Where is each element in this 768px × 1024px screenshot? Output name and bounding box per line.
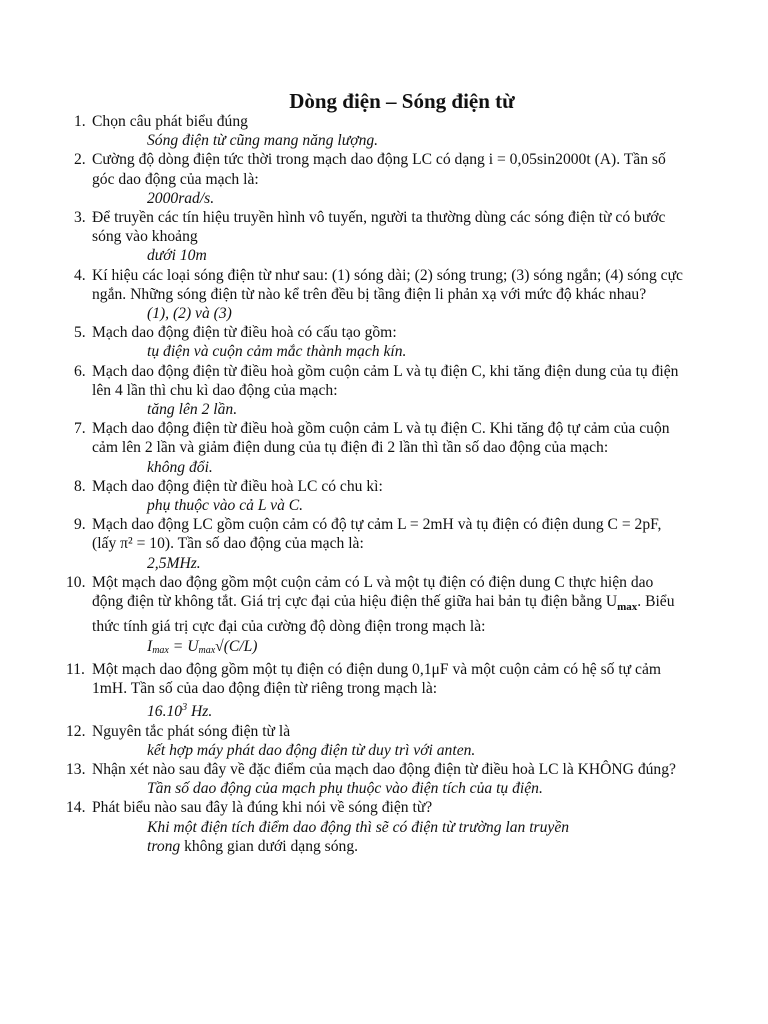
question-list	[66, 112, 684, 856]
question-2	[74, 150, 684, 208]
question-number: 7.	[74, 420, 86, 438]
question-text: Cường độ dòng điện tức thời trong mạch dao động LC có dạng i = 0,05sin2000t (A). Tần số góc dao động của mạch là:	[92, 151, 666, 188]
question-text: Phát biểu nào sau đây là đúng khi nói về sóng điện từ?	[92, 799, 433, 817]
answer-line	[147, 837, 684, 856]
question-11	[66, 660, 684, 722]
question-text: Mạch dao động điện từ điều hoà gồm cuộn cảm L và tụ điện C. Khi tăng độ tự cảm của cuộn cảm lên 2 lần và giảm điện dung của tụ điện đi 2 lần thì tần số dao động của mạch:	[92, 420, 670, 457]
question-7	[74, 419, 684, 477]
answer-text: không đổi.	[147, 458, 213, 476]
question-14	[66, 798, 684, 856]
question-number: 12.	[66, 722, 86, 740]
question-4	[74, 266, 684, 324]
question-text: Nguyên tắc phát sóng điện từ là	[92, 722, 291, 740]
question-text: Chọn câu phát biểu đúng	[92, 113, 248, 130]
question-number: 1.	[74, 113, 86, 130]
question-5	[74, 323, 684, 361]
answer-text	[92, 818, 684, 856]
answer-part: 16.10	[147, 703, 183, 721]
question-text: Kí hiệu các loại sóng điện từ như sau: (1) sóng dài; (2) sóng trung; (3) sóng ngắn; (4) sóng cực ngắn. Những sóng điện từ nào kể trên đều bị tầng điện li phản xạ với mức độ khác nhau?	[92, 266, 683, 303]
question-text: Mạch dao động điện từ điều hoà có cấu tạo gồm:	[92, 324, 397, 342]
answer-text: tăng lên 2 lần.	[147, 401, 238, 419]
question-number: 3.	[74, 209, 86, 227]
answer-text: phụ thuộc vào cả L và C.	[147, 497, 304, 515]
question-number: 6.	[74, 362, 86, 380]
answer-text: Tần số dao động của mạch phụ thuộc vào điện tích của tụ điện.	[147, 780, 543, 798]
question-number: 2.	[74, 151, 86, 169]
answer-text: tụ điện và cuộn cảm mắc thành mạch kín.	[147, 343, 407, 361]
question-3	[74, 208, 684, 266]
question-13	[66, 760, 684, 798]
question-text: Để truyền các tín hiệu truyền hình vô tuyến, người ta thường dùng các sóng điện từ có bước sóng vào khoảng	[92, 209, 666, 246]
question-number: 11.	[66, 660, 85, 678]
answer-part: = U	[168, 637, 199, 655]
question-8	[74, 477, 684, 515]
answer-part: √(C/L)	[215, 637, 258, 655]
subscript-max: max	[198, 644, 216, 656]
question-text	[92, 573, 684, 637]
answer-part: I	[147, 637, 153, 655]
question-10	[66, 573, 684, 660]
question-number: 10.	[66, 573, 86, 591]
subscript-max: max	[617, 601, 638, 614]
question-text: Nhận xét nào sau đây về đặc điểm của mạch dao động điện từ điều hoà LC là KHÔNG đúng?	[92, 761, 676, 778]
subscript-max: max	[152, 644, 169, 656]
answer-text: Sóng điện từ cũng mang năng lượng.	[147, 132, 379, 150]
answer-text: kết hợp máy phát dao động điện từ duy trì với anten.	[147, 741, 476, 759]
answer-text: (1), (2) và (3)	[147, 305, 232, 323]
answer-text: dưới 10m	[147, 247, 207, 265]
page-title: Dòng điện – Sóng điện từ	[289, 89, 515, 113]
answer-part: không gian dưới dạng sóng.	[180, 837, 359, 855]
question-number: 13.	[66, 761, 86, 778]
answer-text	[92, 698, 684, 721]
question-text-part: . Biểu thức tính giá trị cực đại của cường độ dòng điện trong mạch là:	[92, 593, 675, 636]
answer-text: 2,5MHz.	[147, 554, 201, 572]
question-text: Mạch dao động điện từ điều hoà gồm cuộn cảm L và tụ điện C, khi tăng điện dung của tụ điện lên 4 lần thì chu kì dao động của mạch:	[92, 362, 679, 399]
answer-line: Khi một điện tích điểm dao động thì sẽ có điện từ trường lan truyền	[147, 818, 570, 836]
answer-part: Hz.	[187, 703, 213, 721]
answer-text: 2000rad/s.	[147, 189, 215, 207]
question-number: 9.	[74, 516, 86, 534]
question-number: 14.	[66, 799, 86, 817]
question-text: Mạch dao động LC gồm cuộn cảm có độ tự cảm L = 2mH và tụ điện có điện dung C = 2pF, (lấy π² = 10). Tần số dao động của mạch là:	[92, 516, 662, 553]
answer-part: trong	[147, 837, 181, 855]
superscript: 3	[182, 702, 188, 714]
question-6	[74, 362, 684, 420]
question-text-part: Một mạch dao động gồm một cuộn cảm có L và một tụ điện có điện dung C thực hiện dao động điện từ không tắt. Giá trị cực đại của hiệu điện thế giữa hai bản tụ điện bằng U	[92, 573, 654, 611]
question-1	[74, 112, 684, 150]
question-number: 8.	[74, 477, 86, 495]
question-9	[74, 515, 684, 573]
question-number: 4.	[74, 266, 86, 284]
question-number: 5.	[74, 324, 86, 342]
question-text: Một mạch dao động gồm một tụ điện có điện dung 0,1μF và một cuộn cảm có hệ số tự cảm 1mH. Tần số của dao động điện từ riêng trong mạch là:	[92, 660, 661, 697]
answer-text	[92, 637, 684, 660]
question-text: Mạch dao động điện từ điều hoà LC có chu kì:	[92, 477, 383, 495]
question-12	[66, 722, 684, 760]
